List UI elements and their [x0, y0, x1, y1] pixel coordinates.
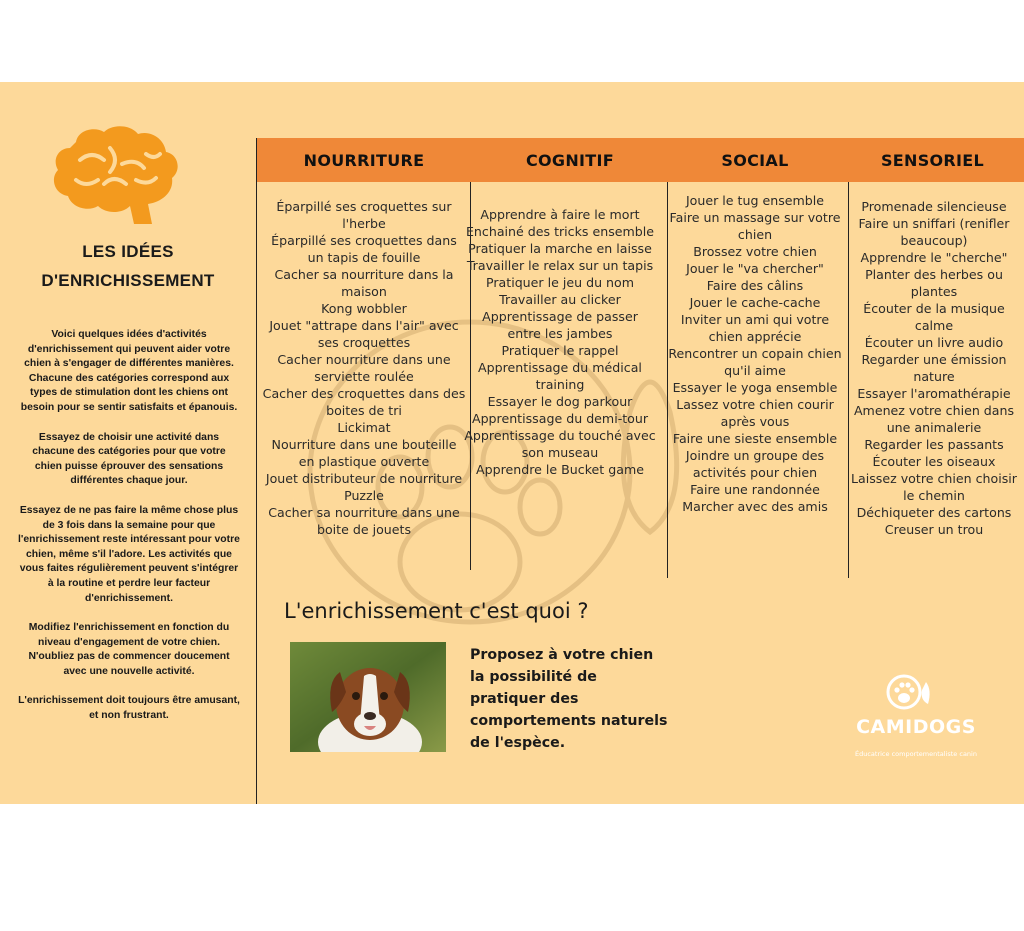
cognitif-item: Pratiquer la marche en laisse [468, 241, 652, 256]
paw-logo-icon [886, 672, 938, 712]
sensoriel-item: Écouter de la musique calme [863, 301, 1005, 333]
social-item: Jouer le cache-cache [689, 295, 821, 310]
nourriture-item: Éparpillé ses croquettes dans un tapis de fouille [271, 233, 457, 265]
nourriture-item: Nourriture dans une bouteille en plastique ouverte [271, 437, 457, 469]
sensoriel-item: Écouter les oiseaux [872, 454, 996, 469]
left-paragraph: Voici quelques idées d'activités d'enrichissement qui peuvent aider votre chien à s'engager de différentes manières. Chacune des catégories correspond aux types de stimulation dont les chiens ont besoin pour se sentir satisfaits et épanouis. [20, 329, 238, 413]
sensoriel-item: Faire un sniffari (renifler beaucoup) [858, 216, 1010, 248]
social-item: Faire une randonnée [690, 482, 820, 497]
left-paragraph: Essayez de ne pas faire la même chose plus de 3 fois dans la semaine pour que l'enrichissement reste intéressant pour votre chien, même s'il l'adore. Les activités que vous faites régulièrement peuvent s'intégrer à la routine et perdre leur facteur d'enrichissement. [18, 504, 240, 604]
social-item: Faire des câlins [706, 278, 804, 293]
header-nourriture: NOURRITURE [303, 151, 425, 170]
social-item: Essayer le yoga ensemble [672, 380, 838, 395]
left-paragraph: L'enrichissement doit toujours être amusant, et non frustrant. [18, 695, 240, 722]
cognitif-item: Apprentissage du demi-tour [471, 411, 649, 426]
brand-name: CAMIDOGS [856, 716, 976, 738]
sensoriel-item: Regarder les passants [864, 437, 1004, 452]
nourriture-item: Éparpillé ses croquettes sur l'herbe [276, 199, 452, 231]
sensoriel-item: Déchiqueter des cartons [856, 505, 1012, 520]
left-title-line2: D'ENRICHISSEMENT [41, 271, 215, 290]
brand-tagline: Éducatrice comportementaliste canin [855, 750, 977, 758]
sensoriel-item: Regarder une émission nature [861, 352, 1007, 384]
left-paragraph: Essayez de choisir une activité dans chacune des catégories pour que votre chien puisse éprouver des sensations différentes chaque jour. [32, 431, 226, 487]
header-sensoriel: SENSORIEL [880, 151, 985, 170]
nourriture-item: Lickimat [337, 420, 391, 435]
cognitif-item: Enchainé des tricks ensemble [465, 224, 655, 239]
sensoriel-item: Planter des herbes ou plantes [865, 267, 1003, 299]
cognitif-item: Travailler au clicker [499, 292, 621, 307]
left-title-line1: LES IDÉES [82, 242, 174, 261]
social-item: Faire un massage sur votre chien [669, 210, 841, 242]
cognitif-item: Apprendre le Bucket game [476, 462, 644, 477]
social-item: Lassez votre chien courir après vous [676, 397, 834, 429]
cognitif-item: Apprentissage du médical training [478, 360, 642, 392]
social-item: Marcher avec des amis [682, 499, 828, 514]
social-item: Jouer le "va chercher" [686, 261, 824, 276]
column-nourriture [262, 198, 466, 538]
left-divider [256, 138, 257, 804]
nourriture-item: Jouet distributeur de nourriture [265, 471, 463, 486]
poster [0, 82, 1024, 804]
cognitif-item: Pratiquer le jeu du nom [485, 275, 635, 290]
cognitif-item: Pratiquer le rappel [501, 343, 619, 358]
enrichment-answer: Proposez à votre chien la possibilité de pratiquer des comportements naturels de l'espèce. [470, 647, 668, 751]
nourriture-item: Kong wobbler [321, 301, 407, 316]
left-paragraph: Modifiez l'enrichissement en fonction du niveau d'engagement de votre chien. N'oubliez pas de commencer doucement avec une nouvelle activité. [28, 622, 230, 677]
nourriture-item: Cacher sa nourriture dans la maison [274, 267, 454, 299]
sensoriel-item: Amenez votre chien dans une animalerie [853, 403, 1015, 435]
sensoriel-item: Creuser un trou [884, 522, 984, 537]
cognitif-item: Travailler le relax sur un tapis [466, 258, 654, 273]
cognitif-item: Apprentissage de passer entre les jambes [482, 309, 638, 341]
header-social: SOCIAL [721, 151, 789, 170]
sensoriel-item: Laissez votre chien choisir le chemin [851, 471, 1017, 503]
social-item: Brossez votre chien [693, 244, 817, 259]
sensoriel-item: Promenade silencieuse [861, 199, 1007, 214]
column-header-bar [257, 138, 1024, 182]
brain-icon [50, 120, 182, 232]
column-cognitif [464, 206, 656, 478]
left-description [18, 328, 240, 739]
column-sensoriel [848, 198, 1020, 538]
cognitif-item: Apprentissage du touché avec son museau [464, 428, 656, 460]
sensoriel-item: Essayer l'aromathérapie [857, 386, 1011, 401]
nourriture-item: Jouet "attrape dans l'air" avec ses croquettes [269, 318, 459, 350]
sensoriel-item: Écouter un livre audio [864, 335, 1004, 350]
header-cognitif: COGNITIF [525, 151, 615, 170]
column-social [666, 192, 844, 515]
nourriture-item: Cacher nourriture dans une serviette roulée [277, 352, 451, 384]
cognitif-item: Apprendre à faire le mort [480, 207, 640, 222]
nourriture-item: Cacher des croquettes dans des boites de tri [262, 386, 466, 418]
social-item: Inviter un ami qui votre chien apprécie [680, 312, 830, 344]
nourriture-item: Puzzle [344, 488, 384, 503]
social-item: Rencontrer un copain chien qu'il aime [668, 346, 842, 378]
cognitif-item: Essayer le dog parkour [487, 394, 633, 409]
social-item: Jouer le tug ensemble [685, 193, 825, 208]
social-item: Joindre un groupe des activités pour chien [685, 448, 825, 480]
dog-photo [290, 642, 446, 752]
enrichment-question: L'enrichissement c'est quoi ? [284, 599, 589, 623]
sensoriel-item: Apprendre le "cherche" [860, 250, 1008, 265]
social-item: Faire une sieste ensemble [672, 431, 838, 446]
nourriture-item: Cacher sa nourriture dans une boite de jouets [268, 505, 460, 537]
